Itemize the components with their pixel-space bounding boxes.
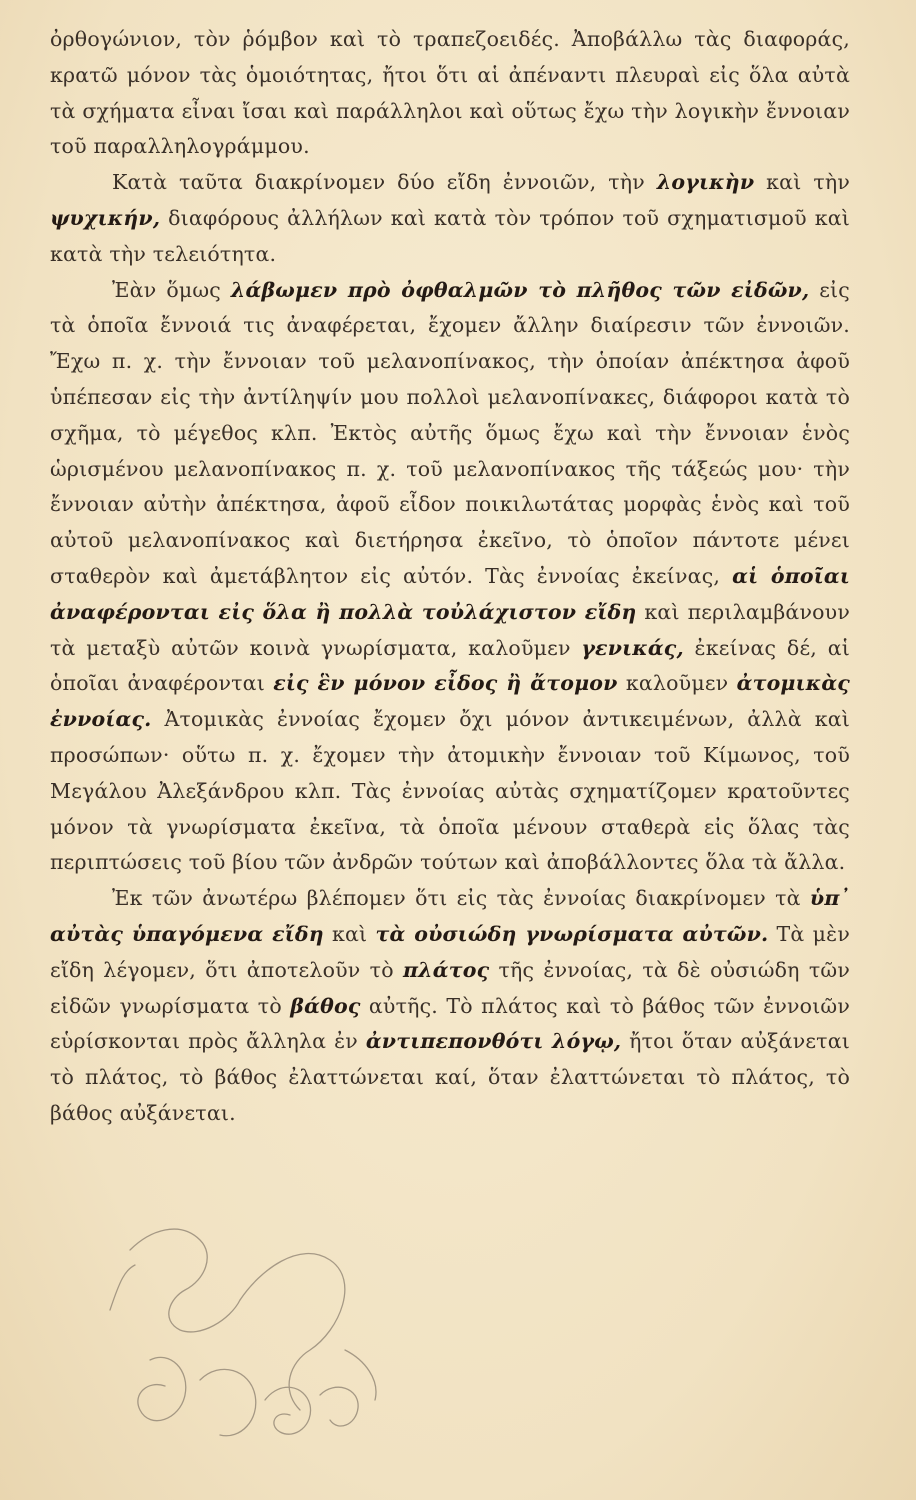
paragraph [50, 273, 850, 882]
text-run: εἰς τὰ ὁποῖα ἔννοιά τις ἀναφέρεται, ἔχομεν ἄλλην διαίρεσιν τῶν ἐννοιῶν. Ἔχω π. χ. τὴν ἔννοιαν τοῦ μελανοπίνακος, τὴν ὁποίαν ἀπέκτησα ἀφοῦ ὑπέπεσαν εἰς τὴν ἀντίληψίν μου πολλοὶ μελανοπίνακες, διάφοροι κατὰ τὸ σχῆμα, τὸ μέγεθος κλπ. Ἐκτὸς αὐτῆς ὅμως ἔχω καὶ τὴν ἔννοιαν ἑνὸς ὡρισμένου μελανοπίνακος π. χ. τοῦ μελανοπίνακος τῆς τάξεώς μου· τὴν ἔννοιαν αὐτὴν ἀπέκτησα, ἀφοῦ εἶδον ποικιλωτάτας μορφὰς ἑνὸς καὶ τοῦ αὐτοῦ μελανοπίνακος καὶ διετήρησα ἐκεῖνο, τὸ ὁποῖον πάντοτε μένει σταθερὸν καὶ ἀμετάβλητον εἰς αὐτόν. Τὰς ἐννοίας ἐκείνας, [50, 277, 850, 588]
text-run: καὶ περιλαμβάνουν τὰ μεταξὺ αὐτῶν κοινὰ γνωρίσματα, καλοῦμεν [50, 599, 850, 660]
text-run: καὶ τὴν [754, 170, 851, 195]
paragraph [50, 881, 850, 1132]
text-run: ἤτοι ὅταν αὐξάνεται τὸ πλάτος, τὸ βάθος ἐλαττώνεται καί, ὅταν ἐλαττώνεται τὸ πλάτος, τὸ βάθος αὐξάνεται. [50, 1029, 850, 1125]
emphasized-text: αἱ ὁποῖαι ἀναφέρονται εἰς ὅλα ἢ πολλὰ τοὐλάχιστον εἴδη [50, 563, 850, 624]
emphasized-text: τὰ οὐσιώδη γνωρίσματα αὐτῶν. [375, 921, 769, 946]
paragraph [50, 22, 850, 165]
text-run: Ἐὰν ὅμως [112, 277, 231, 302]
emphasized-text: ὑπ᾿ αὐτὰς ὑπαγόμενα εἴδη [50, 886, 850, 946]
emphasized-text: λάβωμεν πρὸ ὀφθαλμῶν τὸ πλῆθος τῶν εἰδῶν, [230, 277, 810, 302]
text-run: καὶ [323, 921, 376, 946]
text-run: αὐτῆς. Τὸ πλάτος καὶ τὸ βάθος τῶν ἐννοιῶν εὑρίσκονται πρὸς ἄλληλα ἐν [50, 993, 851, 1054]
emphasized-text: βάθος [290, 993, 361, 1018]
emphasized-text: ἀντιπεπονθότι λόγῳ, [365, 1029, 622, 1054]
paragraph [50, 165, 850, 272]
text-run: ὀρθογώνιον, τὸν ῥόμβον καὶ τὸ τραπεζοειδές. Ἀποβάλλω τὰς διαφοράς, κρατῶ μόνον τὰς ὁμοιότητας, ἤτοι ὅτι αἱ ἀπέναντι πλευραὶ εἰς ὅλα αὐτὰ τὰ σχήματα εἶναι ἴσαι καὶ παράλληλοι καὶ οὕτως ἔχω τὴν λογικὴν ἔννοιαν τοῦ παραλληλογράμμου. [50, 27, 850, 159]
emphasized-text: εἰς ἓν μόνον εἶδος ἢ ἄτομον [273, 671, 618, 696]
text-run: Ἀτομικὰς ἐννοίας ἔχομεν ὄχι μόνον ἀντικειμένων, ἀλλὰ καὶ προσώπων· οὕτω π. χ. ἔχομεν τὴν ἀτομικὴν ἔννοιαν τοῦ Κίμωνος, τοῦ Μεγάλου Ἀλεξάνδρου κλπ. Τὰς ἐννοίας αὐτὰς σχηματίζομεν κρατοῦντες μόνον τὰ γνωρίσματα ἐκεῖνα, τὰ ὁποῖα μένουν σταθερὰ εἰς ὅλας τὰς περιπτώσεις τοῦ βίου τῶν ἀνδρῶν τούτων καὶ ἀποβάλλοντες ὅλα τὰ ἄλλα. [50, 707, 850, 875]
pencil-scribble [90, 1210, 410, 1470]
text-run: Κατὰ ταῦτα διακρίνομεν δύο εἴδη ἐννοιῶν, τὴν [112, 170, 657, 195]
body-text [50, 22, 850, 1132]
text-run: τῆς ἐννοίας, τὰ δὲ οὐσιώδη τῶν εἰδῶν γνωρίσματα τὸ [50, 957, 850, 1018]
text-run: ἐκείνας δέ, αἱ ὁποῖαι ἀναφέρονται [50, 635, 850, 696]
text-run: Ἐκ τῶν ἀνωτέρω βλέπομεν ὅτι εἰς τὰς ἐννοίας διακρίνομεν τὰ [112, 886, 810, 911]
text-run: διαφόρους ἀλλήλων καὶ κατὰ τὸν τρόπον τοῦ σχηματισμοῦ καὶ κατὰ τὴν τελειότητα. [50, 205, 850, 266]
emphasized-text: ψυχικήν, [50, 205, 161, 230]
text-run: Τὰ μὲν εἴδη λέγομεν, ὅτι ἀποτελοῦν τὸ [50, 921, 850, 982]
emphasized-text: λογικὴν [656, 170, 755, 195]
emphasized-text: γενικάς, [581, 635, 684, 660]
emphasized-text: ἀτομικὰς ἐννοίας. [50, 671, 850, 732]
emphasized-text: πλάτος [402, 957, 490, 982]
text-run: καλοῦμεν [617, 671, 737, 696]
